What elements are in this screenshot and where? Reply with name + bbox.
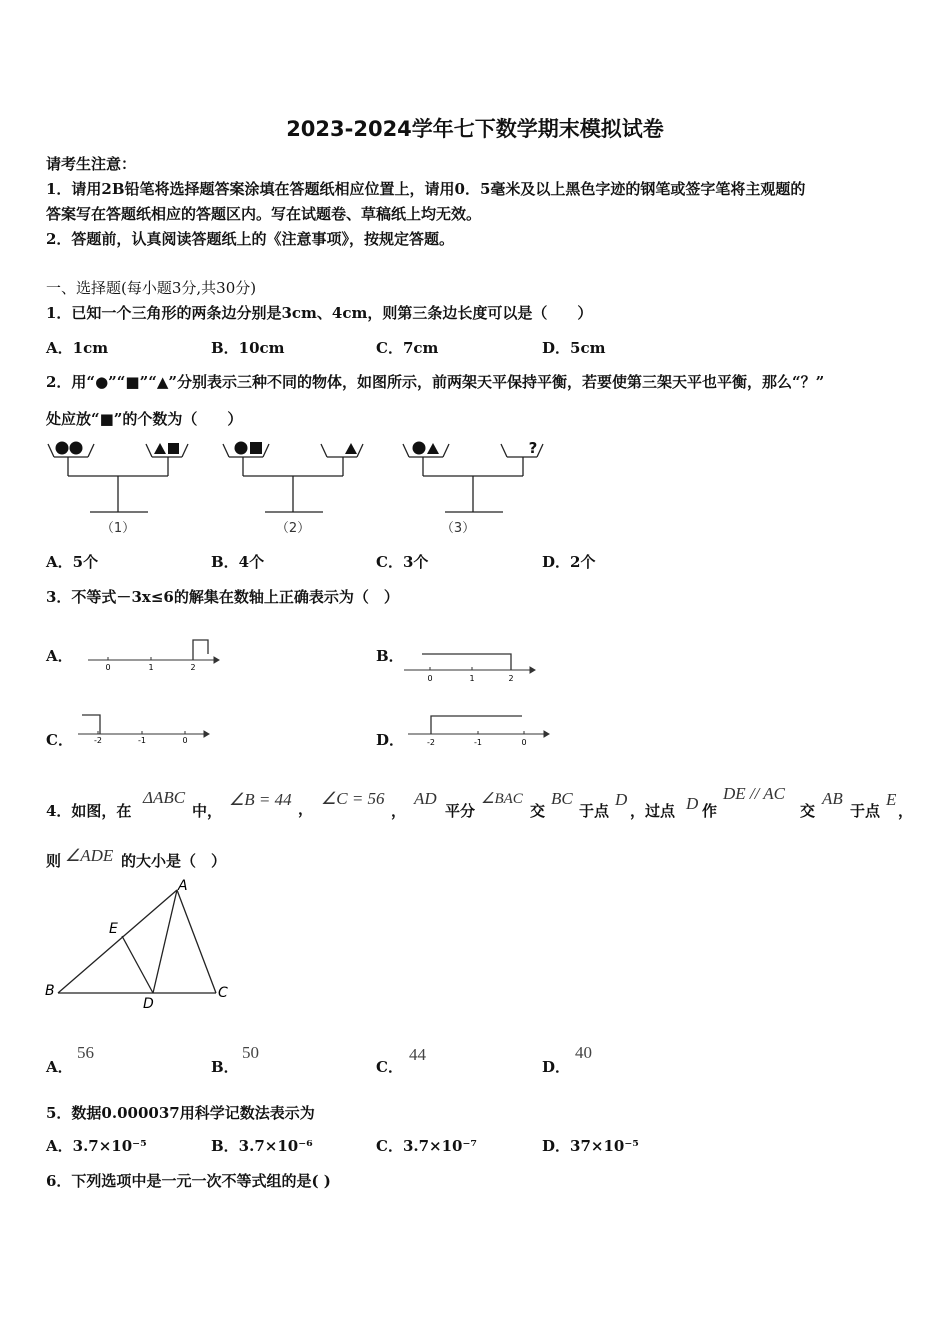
q3-number-line-c xyxy=(72,710,212,746)
q6-stem: 6．下列选项中是一元一次不等式组的是( ) xyxy=(46,1172,331,1190)
q4-zhong: 中， xyxy=(192,802,223,820)
q4-option-d-letter: D． xyxy=(542,1058,571,1076)
q4-zuo: 作 xyxy=(702,802,718,820)
point-c-label: C xyxy=(218,985,228,1001)
triangle-object-icon xyxy=(154,443,166,454)
balance-3 xyxy=(403,444,543,512)
balance-label-3: （3） xyxy=(440,521,476,536)
balance-1 xyxy=(48,444,188,512)
q4-point-e: E xyxy=(886,790,897,809)
point-b-label: B xyxy=(45,983,55,999)
point-e-label: E xyxy=(109,921,118,937)
q1-stem: 1．已知一个三角形的两条边分别是3cm、4cm，则第三条边长度可以是（ ） xyxy=(46,304,593,322)
section-heading: 一、选择题(每小题3分,共30分) xyxy=(46,279,257,297)
q5-option-b: B．3.7×10⁻⁶ xyxy=(211,1137,313,1155)
q1-option-d: D．5cm xyxy=(542,339,606,357)
q2-stem-line-2: 处应放“■”的个数为（ ） xyxy=(46,410,243,428)
q1-option-b: B．10cm xyxy=(211,339,285,357)
q4-ad: AD xyxy=(414,789,437,808)
tick-label: -2 xyxy=(427,738,435,747)
q5-stem: 5．数据0.000037用科学记数法表示为 xyxy=(46,1104,315,1122)
notice-line-3: 2．答题前，认真阅读答题纸上的《注意事项》，按规定答题。 xyxy=(46,230,454,248)
q2-option-a: A．5个 xyxy=(46,553,99,571)
q4-yudian-2: 于点 xyxy=(850,802,881,820)
tick-label: 0 xyxy=(182,736,188,745)
q5-option-c: C．3.7×10⁻⁷ xyxy=(376,1137,477,1155)
q4-point-d-1: D xyxy=(615,790,628,809)
triangle-object-icon xyxy=(427,443,439,454)
q4-angle-ade: ∠ADE xyxy=(65,846,114,865)
q4-comma-3: ， xyxy=(898,802,914,820)
circle-object-icon xyxy=(70,442,83,455)
q3-stem: 3．不等式－3x≤6的解集在数轴上正确表示为（ ） xyxy=(46,588,399,606)
point-a-label: A xyxy=(178,878,188,894)
notice-heading: 请考生注意： xyxy=(46,155,137,173)
tick-label: 2 xyxy=(508,674,514,683)
q3-option-c-letter: C． xyxy=(46,731,73,749)
q4-option-c-value: 44 xyxy=(409,1045,426,1064)
q4-option-d-value: 40 xyxy=(575,1043,592,1062)
tick-label: -1 xyxy=(138,736,146,745)
q4-option-a-letter: A． xyxy=(46,1058,73,1076)
tick-label: -2 xyxy=(94,736,102,745)
q3-option-a-letter: A． xyxy=(46,647,73,665)
q3-number-line-a xyxy=(80,634,220,674)
q3-option-d-letter: D． xyxy=(376,731,405,749)
q2-stem-line-1: 2．用“●”“■”“▲”分别表示三种不同的物体，如图所示，前两架天平保持平衡，若要使第三架天平也平衡，那么“？” xyxy=(46,373,825,391)
q4-comma-1: ， xyxy=(298,800,314,818)
q3-option-b-letter: B． xyxy=(376,647,404,665)
q4-ab: AB xyxy=(822,789,843,808)
q4-de-parallel-ac: DE // AC xyxy=(723,784,786,803)
tick-label: 1 xyxy=(148,663,154,672)
tick-label: 2 xyxy=(190,663,196,672)
q3-number-line-d xyxy=(404,710,556,750)
q5-option-d: D．37×10⁻⁵ xyxy=(542,1137,639,1155)
notice-line-2: 答案写在答题纸相应的答题区内。写在试题卷、草稿纸上均无效。 xyxy=(46,205,482,223)
question-mark: ? xyxy=(528,439,538,457)
triangle-object-icon xyxy=(345,443,357,454)
q5-option-a: A．3.7×10⁻⁵ xyxy=(46,1137,147,1155)
q4-bc: BC xyxy=(551,789,573,808)
q4-daxiao: 的大小是（ ） xyxy=(121,852,227,870)
square-object-icon xyxy=(168,443,179,454)
q1-option-c: C．7cm xyxy=(376,339,439,357)
q4-angle-bac: ∠BAC xyxy=(481,791,523,807)
circle-object-icon xyxy=(235,442,248,455)
triangle-figure xyxy=(40,872,240,1012)
q4-jiao-1: 交 xyxy=(530,802,546,820)
q4-option-b-value: 50 xyxy=(242,1043,259,1062)
q4-number: 4．如图，在 xyxy=(46,802,132,820)
q4-option-c-letter: C． xyxy=(376,1058,403,1076)
q2-option-c: C．3个 xyxy=(376,553,429,571)
tick-label: 0 xyxy=(105,663,111,672)
q1-option-a: A．1cm xyxy=(46,339,109,357)
tick-label: 1 xyxy=(469,674,475,683)
notice-line-1: 1．请用2B铅笔将选择题答案涂填在答题纸相应位置上，请用0．5毫米及以上黑色字迹的钢笔或签字笔将主观题的 xyxy=(46,180,806,198)
tick-label: -1 xyxy=(474,738,482,747)
q4-angle-b: ∠B = 44 xyxy=(229,790,292,809)
q2-option-b: B．4个 xyxy=(211,553,265,571)
q3-number-line-b xyxy=(400,644,540,686)
q4-point-d-2: D xyxy=(686,794,699,813)
balance-label-2: （2） xyxy=(275,521,311,536)
balance-figure xyxy=(40,432,580,542)
point-d-label: D xyxy=(143,996,154,1012)
q4-ze: 则 xyxy=(46,852,62,870)
q4-guodian: ，过点 xyxy=(630,802,676,820)
balance-label-1: （1） xyxy=(100,521,136,536)
q4-option-a-value: 56 xyxy=(77,1043,94,1062)
q4-jiao-2: 交 xyxy=(800,802,816,820)
q4-comma-2: ， xyxy=(391,802,407,820)
page-title: 2023-2024学年七下数学期末模拟试卷 xyxy=(286,117,664,141)
q4-triangle: ΔABC xyxy=(143,788,186,807)
q4-yudian-1: 于点 xyxy=(579,802,610,820)
tick-label: 0 xyxy=(427,674,433,683)
circle-object-icon xyxy=(56,442,69,455)
q4-pingfen: 平分 xyxy=(445,802,476,820)
q2-option-d: D．2个 xyxy=(542,553,596,571)
square-object-icon xyxy=(250,442,262,454)
circle-object-icon xyxy=(413,442,426,455)
q4-option-b-letter: B． xyxy=(211,1058,239,1076)
q4-angle-c: ∠C = 56 xyxy=(321,789,385,808)
balance-2 xyxy=(223,444,363,512)
tick-label: 0 xyxy=(521,738,527,747)
